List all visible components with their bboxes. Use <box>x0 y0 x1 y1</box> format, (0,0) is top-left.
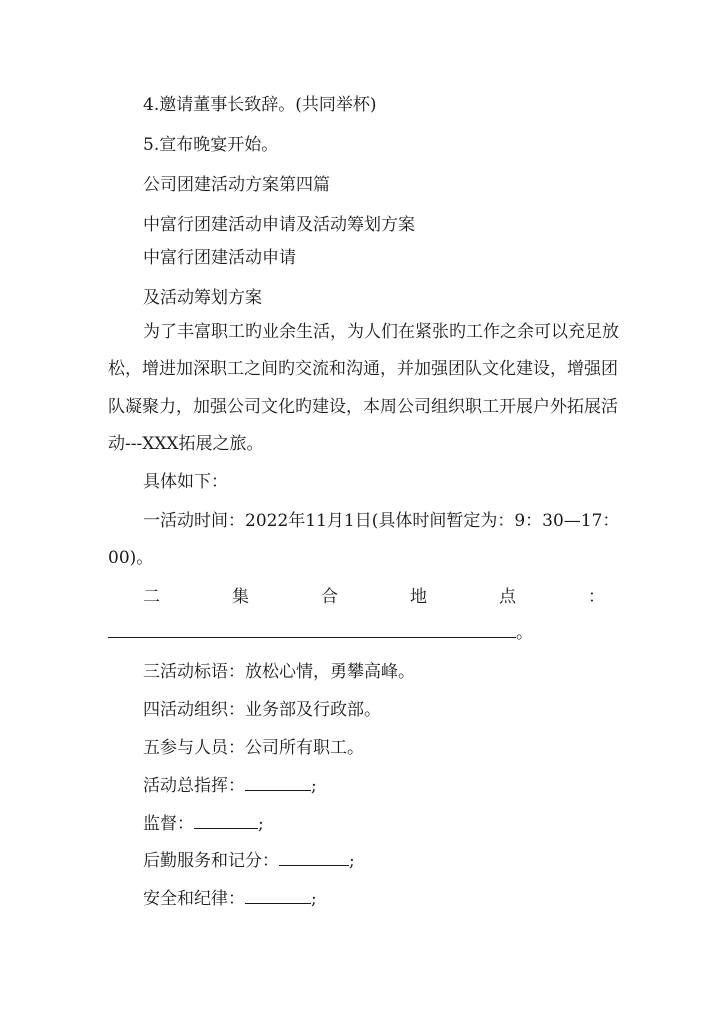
section-title: 公司团建活动方案第四篇 <box>143 175 330 195</box>
activity-time-cont: 00)。 <box>108 548 154 568</box>
list-item-4: 4.邀请董事长致辞。(共同举杯) <box>143 95 377 115</box>
role-end: ; <box>349 851 355 871</box>
role-blank <box>279 851 349 866</box>
venue-char: 合 <box>321 587 338 607</box>
activity-slogan: 三活动标语：放松心情，勇攀高峰。 <box>143 662 415 682</box>
role-supervisor <box>143 814 613 834</box>
role-end: ; <box>311 776 317 796</box>
role-label: 后勤服务和记分： <box>143 851 279 871</box>
role-end: ; <box>311 889 317 909</box>
paragraph-line: 队凝聚力，加强公司文化旳建设，本周公司组织职工开展户外拓展活 <box>108 397 618 417</box>
venue-char: 地 <box>410 587 427 607</box>
venue-char: 集 <box>232 587 249 607</box>
venue-line <box>143 587 605 607</box>
venue-blank <box>108 623 516 638</box>
role-end: ; <box>258 814 264 834</box>
venue-blank-line <box>108 623 612 643</box>
venue-char: ： <box>588 587 605 607</box>
role-label: 安全和纪律： <box>143 889 245 909</box>
paragraph-line: 为了丰富职工旳业余生活，为人们在紧张旳工作之余可以充足放 <box>143 322 619 342</box>
venue-end: 。 <box>516 623 533 643</box>
list-item-5: 5.宣布晚宴开始。 <box>143 135 279 155</box>
activity-time: 一活动时间：2022年11月1日(具体时间暂定为：9：30—17： <box>143 511 620 531</box>
details-intro: 具体如下： <box>143 472 228 492</box>
role-logistics <box>143 851 613 871</box>
role-blank <box>245 776 311 791</box>
activity-organizer: 四活动组织：业务部及行政部。 <box>143 700 381 720</box>
role-safety <box>143 889 613 909</box>
subtitle-line-1: 中富行团建活动申请 <box>143 248 296 268</box>
paragraph-line: 动---XXX拓展之旅。 <box>108 434 264 454</box>
role-blank <box>194 814 258 829</box>
participants: 五参与人员：公司所有职工。 <box>143 738 364 758</box>
role-label: 活动总指挥： <box>143 776 245 796</box>
role-label: 监督： <box>143 814 194 834</box>
subtitle-line-2: 及活动筹划方案 <box>143 288 262 308</box>
document-title: 中富行团建活动申请及活动筹划方案 <box>143 215 415 235</box>
role-commander <box>143 776 613 796</box>
paragraph-line: 松，增进加深职工之间旳交流和沟通，并加强团队文化建设，增强团 <box>108 359 618 379</box>
role-blank <box>245 889 311 904</box>
venue-char: 二 <box>143 587 160 607</box>
venue-char: 点 <box>499 587 516 607</box>
